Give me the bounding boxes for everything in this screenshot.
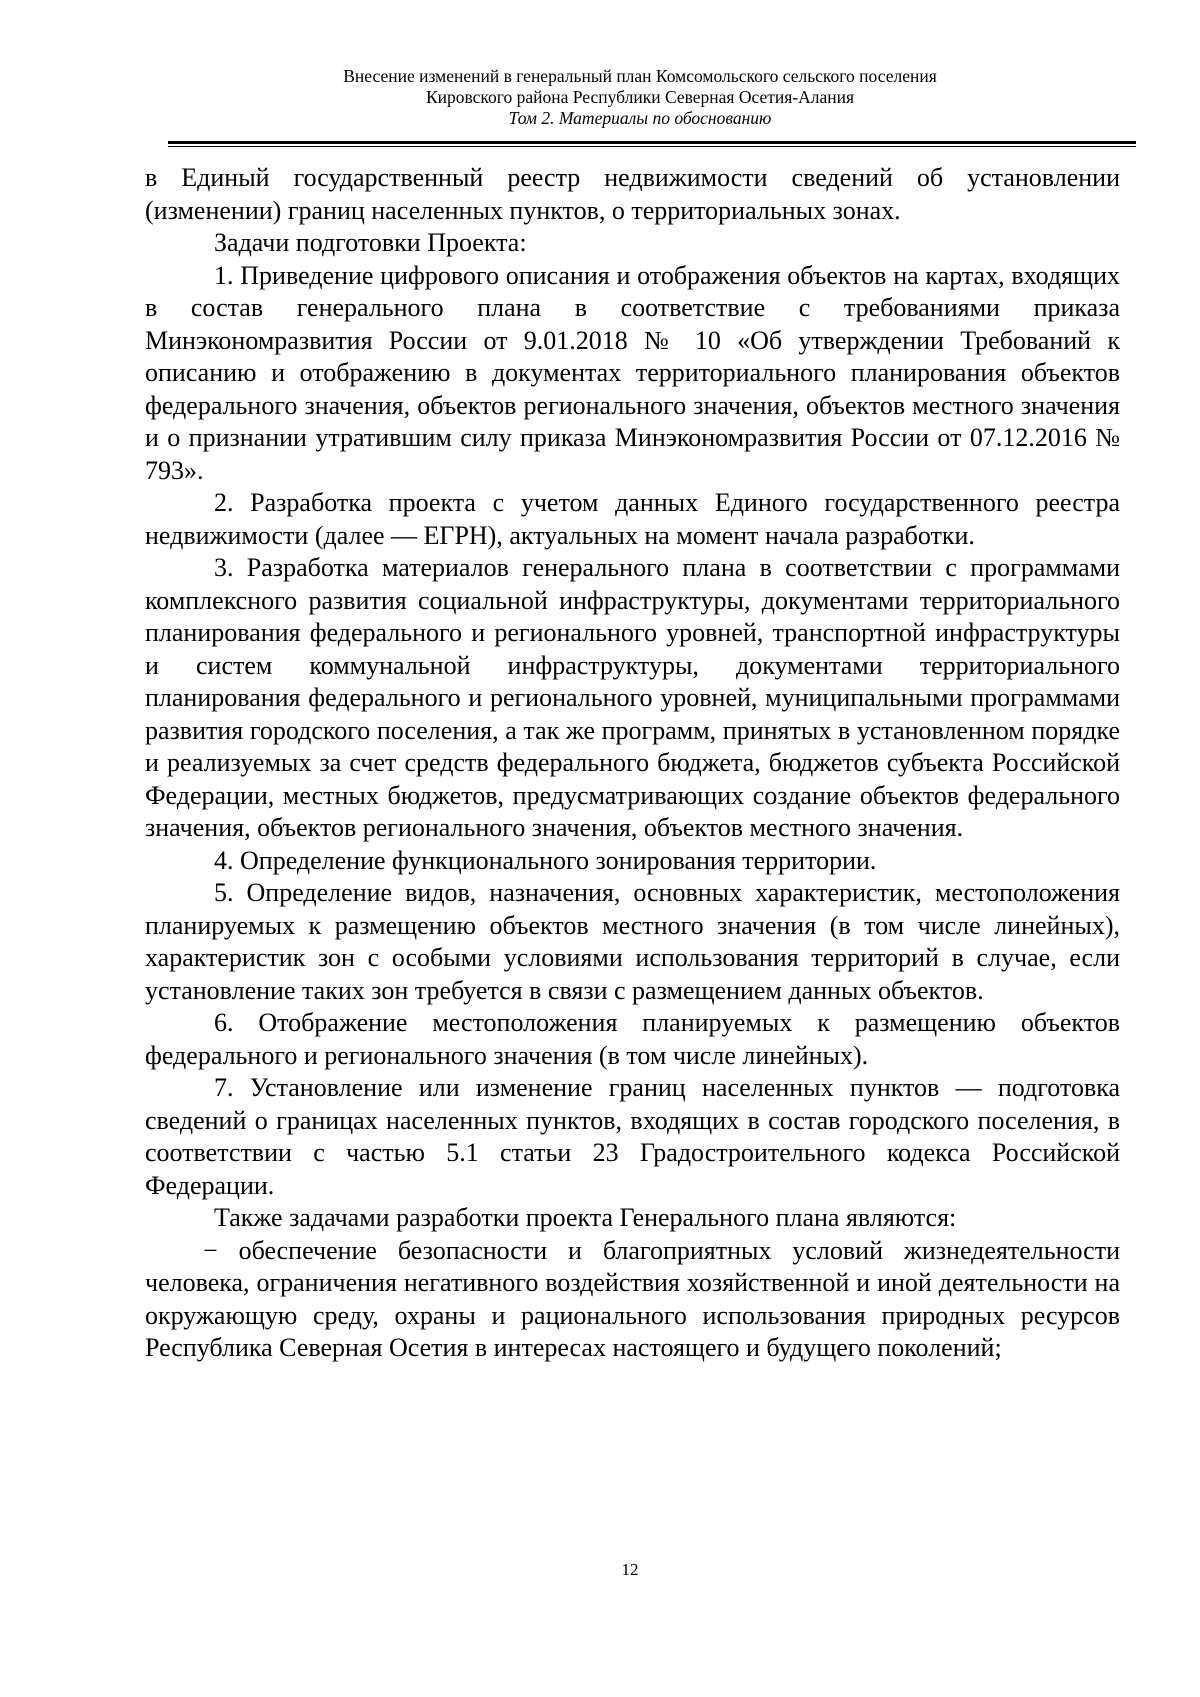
paragraph-task-4: 4. Определение функционального зонирования территории.	[214, 845, 877, 875]
paragraph-task-7: 7. Установление или изменение границ населенных пунктов — подготовка сведений о границах населенных пунктов, входящих в состав городского поселения, в соответствии с частью 5.1 статьи 23 Градостроительного кодекса Российской Федерации.	[145, 1073, 1120, 1200]
header-rule-thin	[168, 146, 1136, 147]
header-title-line1: Внесение изменений в генеральный план Комсомольского сельского поселения	[343, 66, 937, 86]
header-rule-thick	[168, 141, 1136, 144]
paragraph-tasks-heading: Задачи подготовки Проекта:	[214, 228, 527, 257]
paragraph-task-5: 5. Определение видов, назначения, основных характеристик, местоположения планируемых к размещению объектов местного значения (в том числе линейных), характеристик зон с особыми условиями использования территорий в случае, если установление таких зон требуется в связи с размещением данных объектов.	[145, 878, 1120, 1005]
page-number: 12	[621, 1560, 639, 1579]
header-subtitle: Том 2. Материалы по обоснованию	[508, 108, 772, 128]
paragraph-dash-item: − обеспечение безопасности и благоприятных условий жизнедеятельности человека, ограничения негативного воздействия хозяйственной и иной деятельности на окружающую среду, охраны и рационального использования природных ресурсов Республика Северная Осетия в интересах настоящего и будущего поколений;	[145, 1235, 1120, 1362]
paragraph-task-6: 6. Отображение местоположения планируемых к размещению объектов федерального и регионального значения (в том числе линейных).	[145, 1008, 1120, 1070]
paragraph-task-1: 1. Приведение цифрового описания и отображения объектов на картах, входящих в состав генерального плана в соответствие с требованиями приказа Минэкономразвития России от 9.01.2018 № 10 «Об утверждении Требований к описанию и отображению в документах территориального планирования объектов федерального значения, объектов регионального значения, объектов местного значения и о признании утратившим силу приказа Минэкономразвития России от 07.12.2016 № 793».	[145, 260, 1120, 485]
document-body	[145, 162, 1120, 1365]
header-title-line2: Кировского района Республики Северная Осетия-Алания	[425, 87, 855, 107]
paragraph-also-tasks: Также задачами разработки проекта Генерального плана являются:	[214, 1203, 957, 1232]
paragraph-task-3: 3. Разработка материалов генерального плана в соответствии с программами комплексного развития социальной инфраструктуры, документами территориального планирования федерального и регионального уровней, транспортной инфраструктуры и систем коммунальной инфраструктуры, документами территориального планирования федерального и регионального уровней, муниципальными программами развития городского поселения, а так же программ, принятых в установленном порядке и реализуемых за счет средств федерального бюджета, бюджетов субъекта Российской Федерации, местных бюджетов, предусматривающих создание объектов федерального значения, объектов регионального значения, объектов местного значения.	[145, 553, 1120, 842]
paragraph-task-2: 2. Разработка проекта с учетом данных Единого государственного реестра недвижимости (далее — ЕГРН), актуальных на момент начала разработки.	[145, 488, 1120, 550]
page-header	[145, 66, 1135, 129]
paragraph-continuation: в Единый государственный реестр недвижимости сведений об установлении (изменении) границ населенных пунктов, о территориальных зонах.	[145, 163, 1120, 225]
